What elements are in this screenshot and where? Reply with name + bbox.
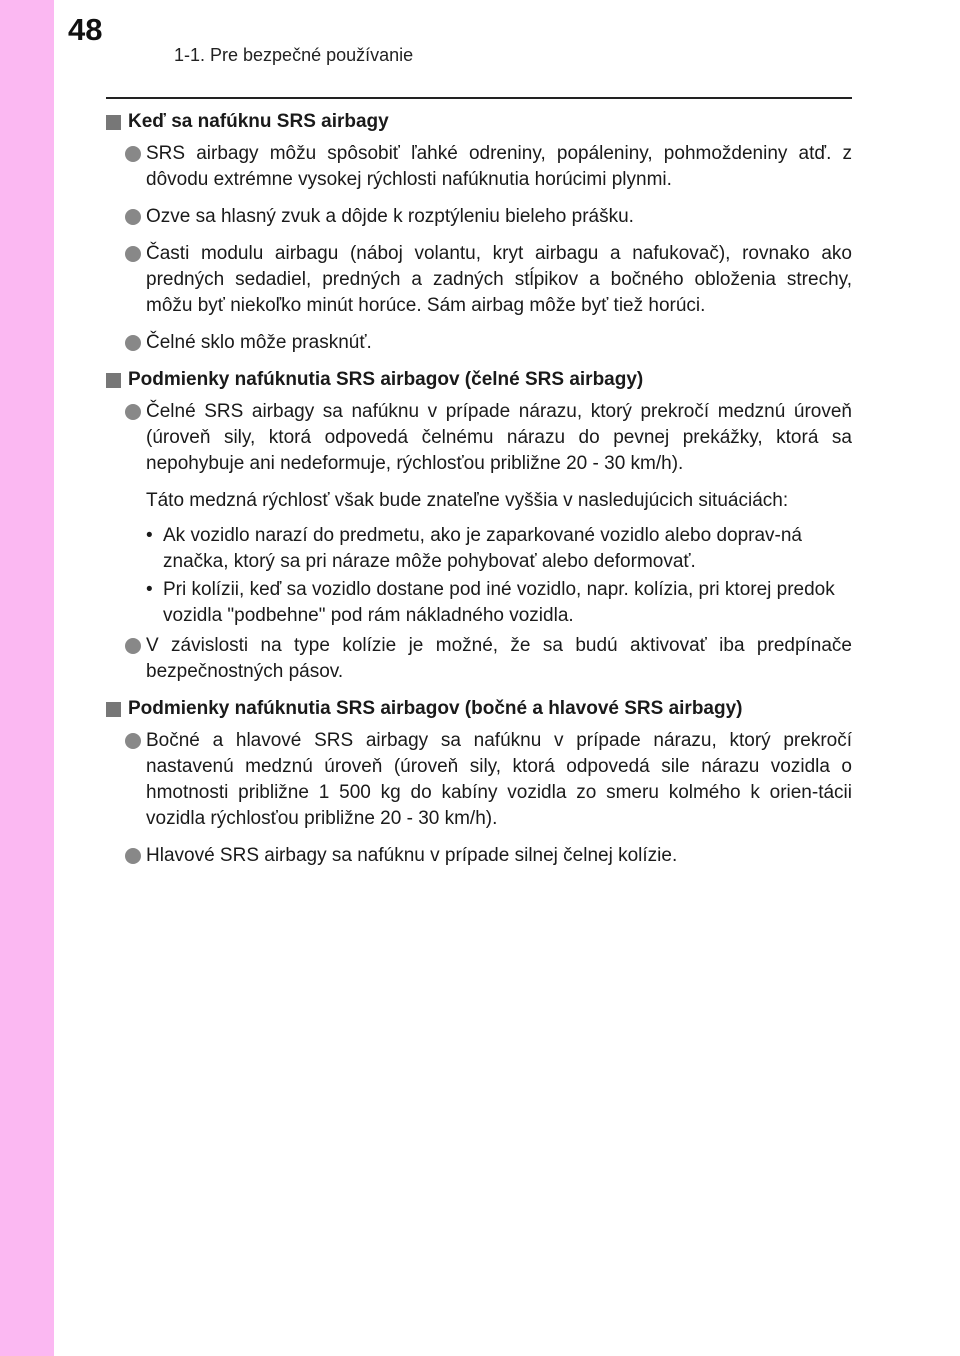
dot-bullet-icon: • <box>146 525 153 546</box>
circle-bullet-icon <box>125 848 141 864</box>
list-item: Hlavové SRS airbagy sa nafúknu v prípade silnej čelnej kolízie. <box>106 843 852 869</box>
circle-bullet-icon <box>125 733 141 749</box>
header-rule <box>106 97 852 99</box>
list-item: Bočné a hlavové SRS airbagy sa nafúknu v prípade nárazu, ktorý prekročí nastavenú medznú úroveň (úroveň sily, ktorá odpovedá sile nárazu vozidla o hmotnosti približne 1 500 kg do kabíny vozidla zo smeru kolmého k orien-tácii vozidla rýchlosťou približne 20 - 30 km/h). <box>106 728 852 832</box>
list-item: Časti modulu airbagu (náboj volantu, kryt airbagu a nafukovač), rovnako ako predných sedadiel, predných a zadných stĺpikov a bočného obloženia strechy, môžu byť niekoľko minút horúce. Sám airbag môže byť tiež horúci. <box>106 241 852 319</box>
sub-list-item: • Pri kolízii, keď sa vozidlo dostane pod iné vozidlo, napr. kolízia, pri ktorej predok vozidla "podbehne" pod rám nákladného vozidla. <box>146 579 835 626</box>
list-item: SRS airbagy môžu spôsobiť ľahké odreniny, popáleniny, pohmoždeniny atď. z dôvodu extrémne vysokej rýchlosti nafúknutia horúcimi plynmi. <box>106 141 852 193</box>
circle-bullet-icon <box>125 246 141 262</box>
square-bullet-icon <box>106 115 121 130</box>
list-item: Čelné sklo môže prasknúť. <box>106 330 852 356</box>
circle-bullet-icon <box>125 335 141 351</box>
square-bullet-icon <box>106 373 121 388</box>
square-bullet-icon <box>106 702 121 717</box>
list-item: Ozve sa hlasný zvuk a dôjde k rozptýleniu bieleho prášku. <box>106 204 852 230</box>
page-header <box>54 0 960 86</box>
chapter-side-tab <box>0 0 54 1356</box>
section-heading: Keď sa nafúknu SRS airbagy <box>106 109 852 135</box>
section-heading: Podmienky nafúknutia SRS airbagov (čelné SRS airbagy) <box>106 367 852 393</box>
list-item: V závislosti na type kolízie je možné, že sa budú aktivovať iba predpínače bezpečnostných pásov. <box>106 633 852 685</box>
circle-bullet-icon <box>125 146 141 162</box>
body-paragraph: Táto medzná rýchlosť však bude znateľne vyššia v nasledujúcich situáciách: <box>146 490 789 511</box>
sub-list-item: • Ak vozidlo narazí do predmetu, ako je zaparkované vozidlo alebo doprav-ná značka, ktorý sa pri náraze môže pohybovať alebo deformovať. <box>146 525 802 572</box>
list-item: Čelné SRS airbagy sa nafúknu v prípade nárazu, ktorý prekročí medznú úroveň (úroveň sily, ktorá odpovedá čelnému nárazu do pevnej prekážky, ktorá sa nepohybuje ani nedeformuje, rýchlosťou približne 20 - 30 km/h). <box>106 399 852 477</box>
chapter-title: 1-1. Pre bezpečné používanie <box>174 45 414 65</box>
dot-bullet-icon: • <box>146 579 153 600</box>
circle-bullet-icon <box>125 209 141 225</box>
page-content <box>106 106 852 880</box>
page-number: 48 <box>68 12 103 47</box>
circle-bullet-icon <box>125 638 141 654</box>
section-heading: Podmienky nafúknutia SRS airbagov (bočné a hlavové SRS airbagy) <box>106 696 852 722</box>
circle-bullet-icon <box>125 404 141 420</box>
